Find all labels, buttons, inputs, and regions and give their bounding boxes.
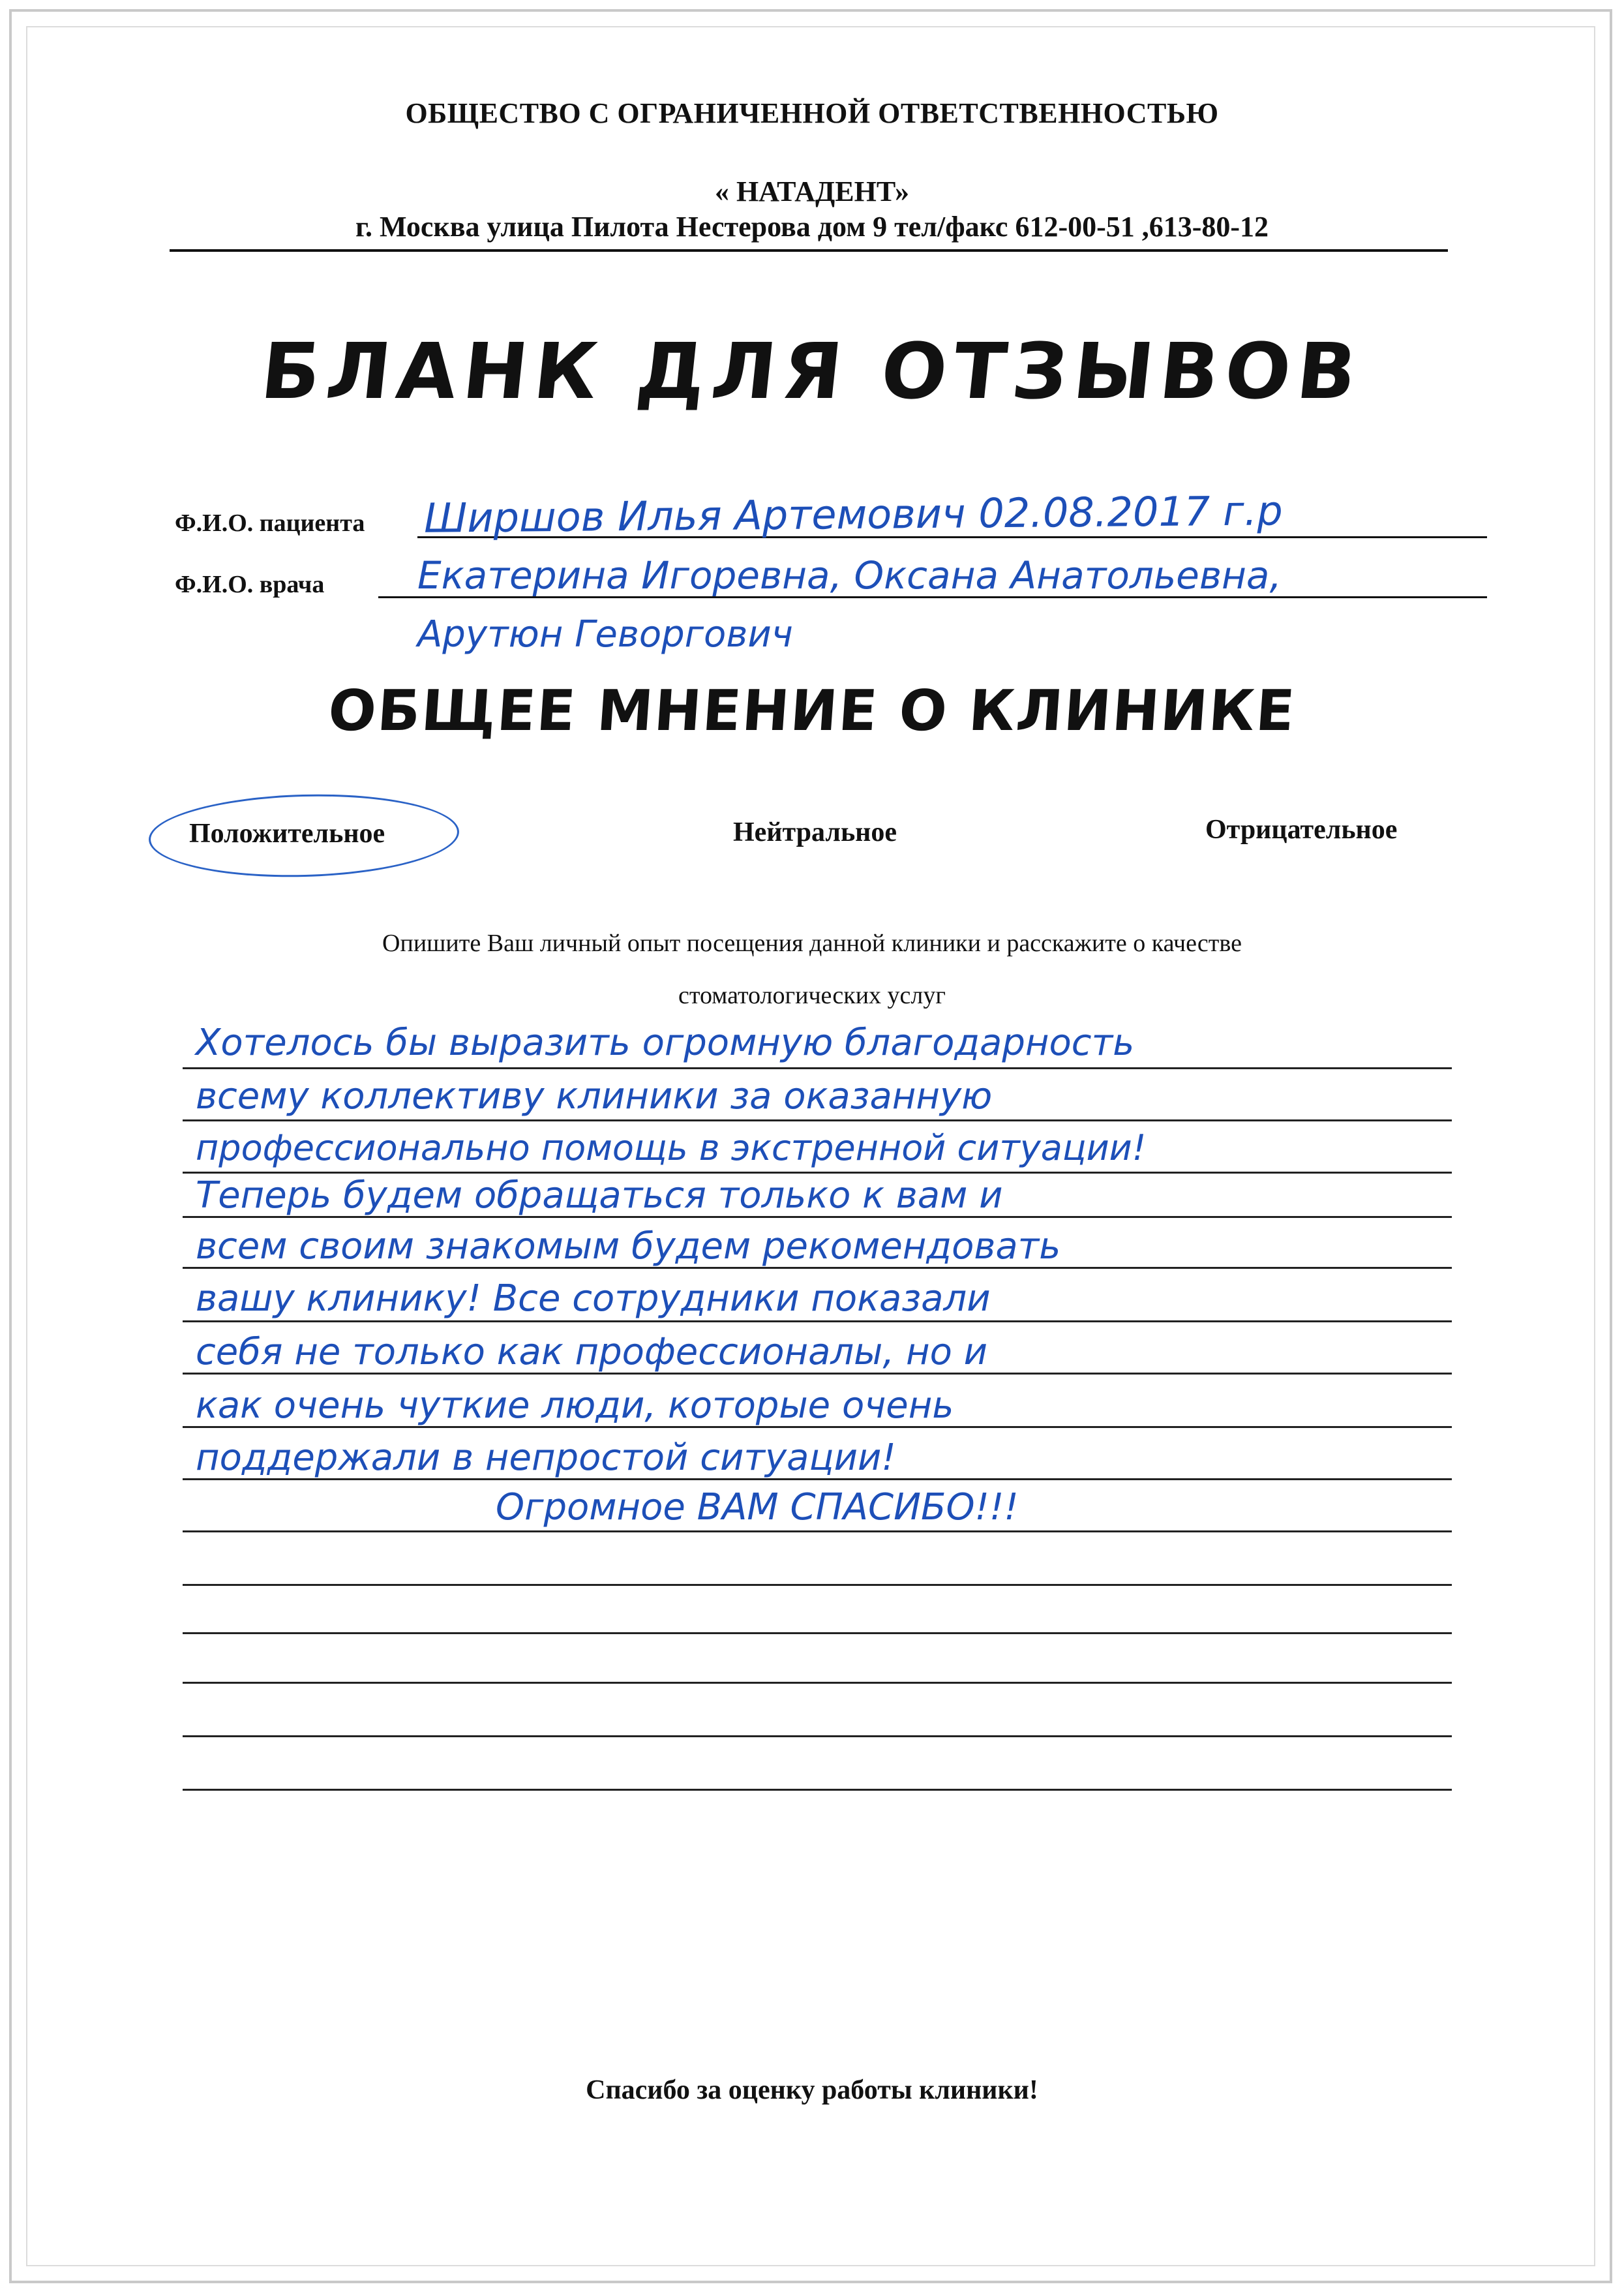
doctor-name-field[interactable]: Екатерина Игоревна, Оксана Анатольевна, — [417, 553, 1282, 598]
patient-label: Ф.И.О. пациента — [175, 509, 365, 537]
review-rule — [183, 1320, 1452, 1322]
option-negative[interactable]: Отрицательное — [1205, 815, 1398, 845]
prompt-line-1: Опишите Ваш личный опыт посещения данной клиники и расскажите о качестве — [382, 930, 1242, 957]
review-text-line[interactable]: поддержали в непростой ситуации! — [196, 1436, 896, 1479]
review-text-line[interactable]: Огромное ВАМ СПАСИБО!!! — [496, 1486, 1019, 1528]
review-text-line[interactable]: как очень чуткие люди, которые очень — [196, 1384, 954, 1427]
company-address: г. Москва улица Пилота Нестерова дом 9 тел/факс 612-00-51 ,613-80-12 — [355, 211, 1269, 243]
organization-type: ОБЩЕСТВО С ОГРАНИЧЕННОЙ ОТВЕТСТВЕННОСТЬЮ — [405, 97, 1219, 129]
form-title: БЛАНК ДЛЯ ОТЗЫВОВ — [256, 326, 1368, 416]
review-text-line[interactable]: вашу клинику! Все сотрудники показали — [196, 1277, 991, 1320]
review-text-line[interactable]: профессионально помощь в экстренной ситуации! — [196, 1127, 1147, 1168]
review-rule — [183, 1682, 1452, 1684]
header-divider — [170, 249, 1448, 252]
review-text-line[interactable]: всем своим знакомым будем рекомендовать — [196, 1225, 1061, 1268]
review-text-line[interactable]: Теперь будем обращаться только к вам и — [196, 1174, 1003, 1217]
review-text-line[interactable]: всему коллективу клиники за оказанную — [196, 1075, 993, 1117]
option-neutral[interactable]: Нейтральное — [733, 817, 897, 847]
review-rule — [183, 1735, 1452, 1737]
footer-thanks: Спасибо за оценку работы клиники! — [586, 2075, 1038, 2105]
review-rule — [183, 1172, 1452, 1174]
doctor-label: Ф.И.О. врача — [175, 571, 325, 598]
review-text-line[interactable]: Хотелось бы выразить огромную благодарность — [196, 1022, 1135, 1064]
patient-name-field[interactable]: Ширшов Илья Артемович 02.08.2017 г.р — [423, 487, 1283, 542]
prompt-line-2: стоматологических услуг — [678, 982, 946, 1009]
review-rule — [183, 1067, 1452, 1069]
review-rule — [183, 1530, 1452, 1532]
option-positive[interactable]: Положительное — [189, 819, 385, 849]
review-rule — [183, 1632, 1452, 1634]
review-rule — [183, 1119, 1452, 1121]
doctor-name-field-continued[interactable]: Арутюн Геворгович — [417, 613, 793, 656]
review-rule — [183, 1584, 1452, 1586]
company-name: « НАТАДЕНТ» — [714, 175, 910, 207]
opinion-title: ОБЩЕЕ МНЕНИЕ О КЛИНИКЕ — [326, 678, 1298, 744]
review-text-line[interactable]: себя не только как профессионалы, но и — [196, 1331, 988, 1373]
review-rule — [183, 1789, 1452, 1791]
